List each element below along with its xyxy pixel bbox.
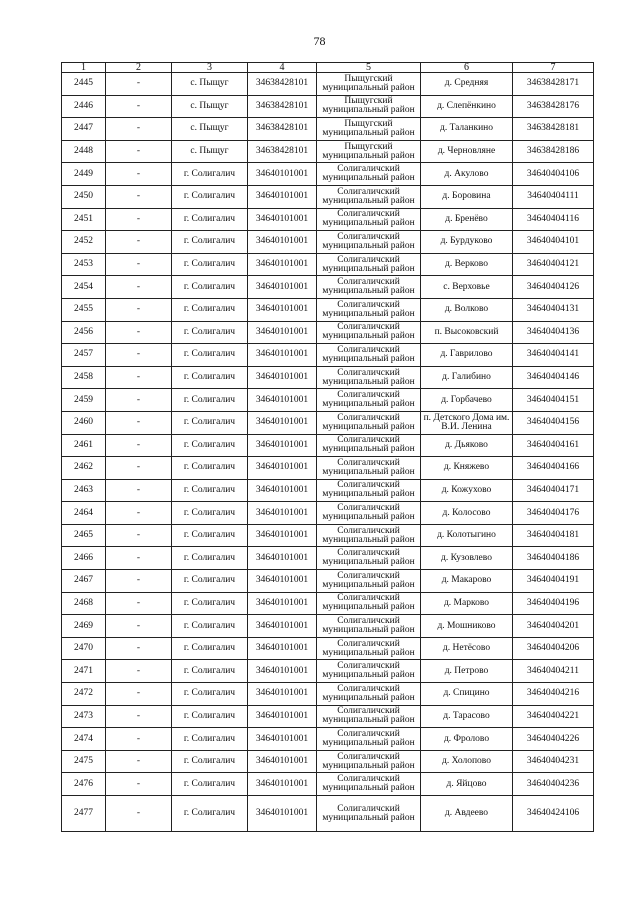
table-row [62, 637, 594, 660]
settlement-cell: д. Нетёсово [421, 637, 513, 660]
settlement-cell: д. Горбачево [421, 389, 513, 412]
code-cell: - [106, 208, 172, 231]
row-number-cell: 2469 [62, 615, 106, 638]
center-cell: г. Солигалич [172, 502, 248, 525]
table-row [62, 253, 594, 276]
district-cell: Пыщугский муниципальный район [317, 118, 421, 141]
okato-cell: 34640424106 [513, 796, 594, 832]
row-number-cell: 2447 [62, 118, 106, 141]
okato-cell: 34638428171 [513, 73, 594, 96]
center-cell: г. Солигалич [172, 683, 248, 706]
district-cell: Солигаличский муниципальный район [317, 163, 421, 186]
oktmo-cell: 34640101001 [248, 705, 317, 728]
district-cell: Солигаличский муниципальный район [317, 796, 421, 832]
district-cell: Солигаличский муниципальный район [317, 298, 421, 321]
table-row [62, 389, 594, 412]
district-cell: Пыщугский муниципальный район [317, 140, 421, 163]
column-header: 2 [106, 63, 172, 73]
district-cell: Солигаличский муниципальный район [317, 321, 421, 344]
settlement-cell: д. Марково [421, 592, 513, 615]
settlement-cell: д. Макарово [421, 570, 513, 593]
okato-cell: 34640404141 [513, 344, 594, 367]
district-cell: Солигаличский муниципальный район [317, 592, 421, 615]
table-row [62, 502, 594, 525]
center-cell: г. Солигалич [172, 570, 248, 593]
settlement-cell: д. Авдеево [421, 796, 513, 832]
oktmo-cell: 34638428101 [248, 95, 317, 118]
center-cell: г. Солигалич [172, 344, 248, 367]
code-cell: - [106, 231, 172, 254]
row-number-cell: 2460 [62, 411, 106, 434]
oktmo-cell: 34640101001 [248, 163, 317, 186]
oktmo-cell: 34640101001 [248, 457, 317, 480]
code-cell: - [106, 683, 172, 706]
code-cell: - [106, 728, 172, 751]
okato-cell: 34640404146 [513, 366, 594, 389]
row-number-cell: 2476 [62, 773, 106, 796]
row-number-cell: 2472 [62, 683, 106, 706]
code-cell: - [106, 276, 172, 299]
okato-cell: 34640404166 [513, 457, 594, 480]
row-number-cell: 2468 [62, 592, 106, 615]
oktmo-cell: 34640101001 [248, 773, 317, 796]
table-row [62, 773, 594, 796]
code-cell: - [106, 411, 172, 434]
okato-cell: 34640404226 [513, 728, 594, 751]
oktmo-cell: 34640101001 [248, 185, 317, 208]
code-cell: - [106, 750, 172, 773]
district-cell: Пыщугский муниципальный район [317, 73, 421, 96]
settlement-cell: д. Княжево [421, 457, 513, 480]
okato-cell: 34640404211 [513, 660, 594, 683]
row-number-cell: 2452 [62, 231, 106, 254]
row-number-cell: 2473 [62, 705, 106, 728]
table-row [62, 660, 594, 683]
district-cell: Солигаличский муниципальный район [317, 570, 421, 593]
okato-cell: 34640404106 [513, 163, 594, 186]
district-cell: Солигаличский муниципальный район [317, 615, 421, 638]
table-row [62, 118, 594, 141]
center-cell: г. Солигалич [172, 796, 248, 832]
table-row [62, 208, 594, 231]
row-number-cell: 2474 [62, 728, 106, 751]
table-row [62, 185, 594, 208]
center-cell: г. Солигалич [172, 366, 248, 389]
settlement-cell: п. Детского Дома им. В.И. Ленина [421, 411, 513, 434]
settlement-cell: д. Бренёво [421, 208, 513, 231]
oktmo-cell: 34640101001 [248, 321, 317, 344]
table-row [62, 592, 594, 615]
center-cell: г. Солигалич [172, 547, 248, 570]
settlement-cell: д. Боровина [421, 185, 513, 208]
center-cell: г. Солигалич [172, 231, 248, 254]
center-cell: г. Солигалич [172, 750, 248, 773]
settlement-cell: д. Фролово [421, 728, 513, 751]
okato-cell: 34640404231 [513, 750, 594, 773]
column-header: 7 [513, 63, 594, 73]
district-cell: Солигаличский муниципальный район [317, 253, 421, 276]
okato-cell: 34640404126 [513, 276, 594, 299]
okato-cell: 34640404151 [513, 389, 594, 412]
code-cell: - [106, 592, 172, 615]
table-row [62, 547, 594, 570]
table-row [62, 615, 594, 638]
table-row [62, 298, 594, 321]
oktmo-cell: 34640101001 [248, 253, 317, 276]
oktmo-cell: 34640101001 [248, 683, 317, 706]
code-cell: - [106, 434, 172, 457]
oktmo-cell: 34640101001 [248, 750, 317, 773]
code-cell: - [106, 524, 172, 547]
district-cell: Солигаличский муниципальный район [317, 773, 421, 796]
center-cell: г. Солигалич [172, 728, 248, 751]
oktmo-cell: 34640101001 [248, 592, 317, 615]
okato-cell: 34640404131 [513, 298, 594, 321]
oktmo-cell: 34640101001 [248, 524, 317, 547]
table-body [62, 73, 594, 832]
table-row [62, 163, 594, 186]
settlement-cell: д. Акулово [421, 163, 513, 186]
code-cell: - [106, 389, 172, 412]
okato-cell: 34640404186 [513, 547, 594, 570]
column-header: 6 [421, 63, 513, 73]
settlement-cell: д. Яйцово [421, 773, 513, 796]
settlement-cell: д. Волково [421, 298, 513, 321]
code-cell: - [106, 298, 172, 321]
row-number-cell: 2459 [62, 389, 106, 412]
table-row [62, 683, 594, 706]
code-cell: - [106, 321, 172, 344]
oktmo-cell: 34640101001 [248, 502, 317, 525]
oktmo-cell: 34640101001 [248, 231, 317, 254]
column-header: 3 [172, 63, 248, 73]
center-cell: с. Пыщуг [172, 140, 248, 163]
table-row [62, 570, 594, 593]
center-cell: г. Солигалич [172, 276, 248, 299]
table-row [62, 411, 594, 434]
center-cell: г. Солигалич [172, 705, 248, 728]
district-cell: Солигаличский муниципальный район [317, 411, 421, 434]
district-cell: Солигаличский муниципальный район [317, 276, 421, 299]
code-cell: - [106, 615, 172, 638]
center-cell: г. Солигалич [172, 660, 248, 683]
oktmo-cell: 34640101001 [248, 615, 317, 638]
table-row [62, 750, 594, 773]
okato-cell: 34640404121 [513, 253, 594, 276]
okato-cell: 34640404201 [513, 615, 594, 638]
code-cell: - [106, 253, 172, 276]
row-number-cell: 2449 [62, 163, 106, 186]
center-cell: с. Пыщуг [172, 95, 248, 118]
table-row [62, 321, 594, 344]
center-cell: г. Солигалич [172, 298, 248, 321]
row-number-cell: 2467 [62, 570, 106, 593]
okato-cell: 34640404206 [513, 637, 594, 660]
table-row [62, 140, 594, 163]
oktmo-cell: 34640101001 [248, 366, 317, 389]
settlement-cell: д. Черновляне [421, 140, 513, 163]
okato-cell: 34640404161 [513, 434, 594, 457]
district-cell: Солигаличский муниципальный район [317, 208, 421, 231]
table-row [62, 796, 594, 832]
code-cell: - [106, 570, 172, 593]
district-cell: Солигаличский муниципальный район [317, 547, 421, 570]
row-number-cell: 2451 [62, 208, 106, 231]
header-row [62, 63, 594, 73]
row-number-cell: 2456 [62, 321, 106, 344]
column-header: 1 [62, 63, 106, 73]
table-row [62, 231, 594, 254]
settlement-cell: д. Таланкино [421, 118, 513, 141]
district-cell: Солигаличский муниципальный район [317, 637, 421, 660]
oktmo-cell: 34640101001 [248, 411, 317, 434]
row-number-cell: 2465 [62, 524, 106, 547]
table-row [62, 344, 594, 367]
okato-cell: 34640404136 [513, 321, 594, 344]
row-number-cell: 2450 [62, 185, 106, 208]
district-cell: Солигаличский муниципальный район [317, 660, 421, 683]
table-row [62, 457, 594, 480]
center-cell: г. Солигалич [172, 411, 248, 434]
settlement-cell: д. Петрово [421, 660, 513, 683]
table-row [62, 705, 594, 728]
code-cell: - [106, 773, 172, 796]
okato-cell: 34640404196 [513, 592, 594, 615]
center-cell: г. Солигалич [172, 208, 248, 231]
settlement-cell: д. Верково [421, 253, 513, 276]
center-cell: г. Солигалич [172, 389, 248, 412]
settlement-cell: д. Кожухово [421, 479, 513, 502]
okato-cell: 34638428176 [513, 95, 594, 118]
settlement-cell: д. Мошниково [421, 615, 513, 638]
code-cell: - [106, 502, 172, 525]
row-number-cell: 2446 [62, 95, 106, 118]
row-number-cell: 2454 [62, 276, 106, 299]
okato-cell: 34640404156 [513, 411, 594, 434]
settlement-cell: д. Кузовлево [421, 547, 513, 570]
code-cell: - [106, 547, 172, 570]
code-cell: - [106, 705, 172, 728]
code-cell: - [106, 457, 172, 480]
center-cell: г. Солигалич [172, 615, 248, 638]
oktmo-cell: 34640101001 [248, 389, 317, 412]
okato-cell: 34638428181 [513, 118, 594, 141]
oktmo-cell: 34640101001 [248, 660, 317, 683]
oktmo-cell: 34640101001 [248, 298, 317, 321]
oktmo-cell: 34640101001 [248, 434, 317, 457]
oktmo-cell: 34640101001 [248, 276, 317, 299]
row-number-cell: 2461 [62, 434, 106, 457]
code-cell: - [106, 118, 172, 141]
row-number-cell: 2448 [62, 140, 106, 163]
district-cell: Солигаличский муниципальный район [317, 683, 421, 706]
center-cell: с. Пыщуг [172, 73, 248, 96]
oktmo-cell: 34640101001 [248, 728, 317, 751]
okato-cell: 34640404236 [513, 773, 594, 796]
code-cell: - [106, 479, 172, 502]
table-row [62, 73, 594, 96]
settlement-cell: д. Бурдуково [421, 231, 513, 254]
row-number-cell: 2471 [62, 660, 106, 683]
okato-cell: 34640404181 [513, 524, 594, 547]
code-cell: - [106, 660, 172, 683]
center-cell: г. Солигалич [172, 434, 248, 457]
district-cell: Солигаличский муниципальный район [317, 389, 421, 412]
code-cell: - [106, 163, 172, 186]
district-cell: Пыщугский муниципальный район [317, 95, 421, 118]
okato-cell: 34640404111 [513, 185, 594, 208]
row-number-cell: 2475 [62, 750, 106, 773]
okato-cell: 34640404116 [513, 208, 594, 231]
oktmo-cell: 34640101001 [248, 637, 317, 660]
table-row [62, 95, 594, 118]
district-cell: Солигаличский муниципальный район [317, 502, 421, 525]
settlement-cell: д. Колотыгино [421, 524, 513, 547]
row-number-cell: 2458 [62, 366, 106, 389]
settlement-cell: д. Дьяково [421, 434, 513, 457]
okato-cell: 34640404171 [513, 479, 594, 502]
okato-cell: 34640404191 [513, 570, 594, 593]
center-cell: г. Солигалич [172, 592, 248, 615]
oktmo-cell: 34640101001 [248, 344, 317, 367]
row-number-cell: 2477 [62, 796, 106, 832]
center-cell: г. Солигалич [172, 253, 248, 276]
row-number-cell: 2457 [62, 344, 106, 367]
column-header: 4 [248, 63, 317, 73]
row-number-cell: 2453 [62, 253, 106, 276]
settlement-registry-table [61, 62, 594, 832]
center-cell: г. Солигалич [172, 321, 248, 344]
settlement-cell: с. Верховье [421, 276, 513, 299]
settlement-cell: д. Холопово [421, 750, 513, 773]
okato-cell: 34638428186 [513, 140, 594, 163]
row-number-cell: 2463 [62, 479, 106, 502]
row-number-cell: 2470 [62, 637, 106, 660]
code-cell: - [106, 637, 172, 660]
oktmo-cell: 34640101001 [248, 547, 317, 570]
oktmo-cell: 34640101001 [248, 208, 317, 231]
settlement-cell: д. Средняя [421, 73, 513, 96]
okato-cell: 34640404216 [513, 683, 594, 706]
okato-cell: 34640404176 [513, 502, 594, 525]
district-cell: Солигаличский муниципальный район [317, 479, 421, 502]
row-number-cell: 2445 [62, 73, 106, 96]
center-cell: г. Солигалич [172, 479, 248, 502]
center-cell: г. Солигалич [172, 163, 248, 186]
settlement-cell: д. Колосово [421, 502, 513, 525]
row-number-cell: 2455 [62, 298, 106, 321]
code-cell: - [106, 185, 172, 208]
table-row [62, 728, 594, 751]
code-cell: - [106, 796, 172, 832]
oktmo-cell: 34638428101 [248, 73, 317, 96]
row-number-cell: 2466 [62, 547, 106, 570]
center-cell: г. Солигалич [172, 457, 248, 480]
center-cell: г. Солигалич [172, 524, 248, 547]
district-cell: Солигаличский муниципальный район [317, 750, 421, 773]
district-cell: Солигаличский муниципальный район [317, 344, 421, 367]
center-cell: г. Солигалич [172, 773, 248, 796]
row-number-cell: 2464 [62, 502, 106, 525]
code-cell: - [106, 140, 172, 163]
oktmo-cell: 34640101001 [248, 479, 317, 502]
district-cell: Солигаличский муниципальный район [317, 705, 421, 728]
district-cell: Солигаличский муниципальный район [317, 434, 421, 457]
oktmo-cell: 34640101001 [248, 570, 317, 593]
settlement-cell: п. Высоковский [421, 321, 513, 344]
table-row [62, 276, 594, 299]
page-number: 78 [313, 34, 326, 48]
table-row [62, 524, 594, 547]
settlement-cell: д. Тарасово [421, 705, 513, 728]
settlement-cell: д. Слепёнкино [421, 95, 513, 118]
center-cell: г. Солигалич [172, 637, 248, 660]
district-cell: Солигаличский муниципальный район [317, 457, 421, 480]
column-header: 5 [317, 63, 421, 73]
code-cell: - [106, 344, 172, 367]
district-cell: Солигаличский муниципальный район [317, 185, 421, 208]
settlement-cell: д. Спицино [421, 683, 513, 706]
okato-cell: 34640404101 [513, 231, 594, 254]
table-row [62, 366, 594, 389]
oktmo-cell: 34640101001 [248, 796, 317, 832]
table-header [62, 63, 594, 73]
table-row [62, 479, 594, 502]
code-cell: - [106, 366, 172, 389]
district-cell: Солигаличский муниципальный район [317, 366, 421, 389]
code-cell: - [106, 95, 172, 118]
okato-cell: 34640404221 [513, 705, 594, 728]
district-cell: Солигаличский муниципальный район [317, 524, 421, 547]
table-row [62, 434, 594, 457]
settlement-cell: д. Галибино [421, 366, 513, 389]
row-number-cell: 2462 [62, 457, 106, 480]
center-cell: с. Пыщуг [172, 118, 248, 141]
district-cell: Солигаличский муниципальный район [317, 728, 421, 751]
center-cell: г. Солигалич [172, 185, 248, 208]
code-cell: - [106, 73, 172, 96]
oktmo-cell: 34638428101 [248, 118, 317, 141]
settlement-cell: д. Гаврилово [421, 344, 513, 367]
district-cell: Солигаличский муниципальный район [317, 231, 421, 254]
oktmo-cell: 34638428101 [248, 140, 317, 163]
